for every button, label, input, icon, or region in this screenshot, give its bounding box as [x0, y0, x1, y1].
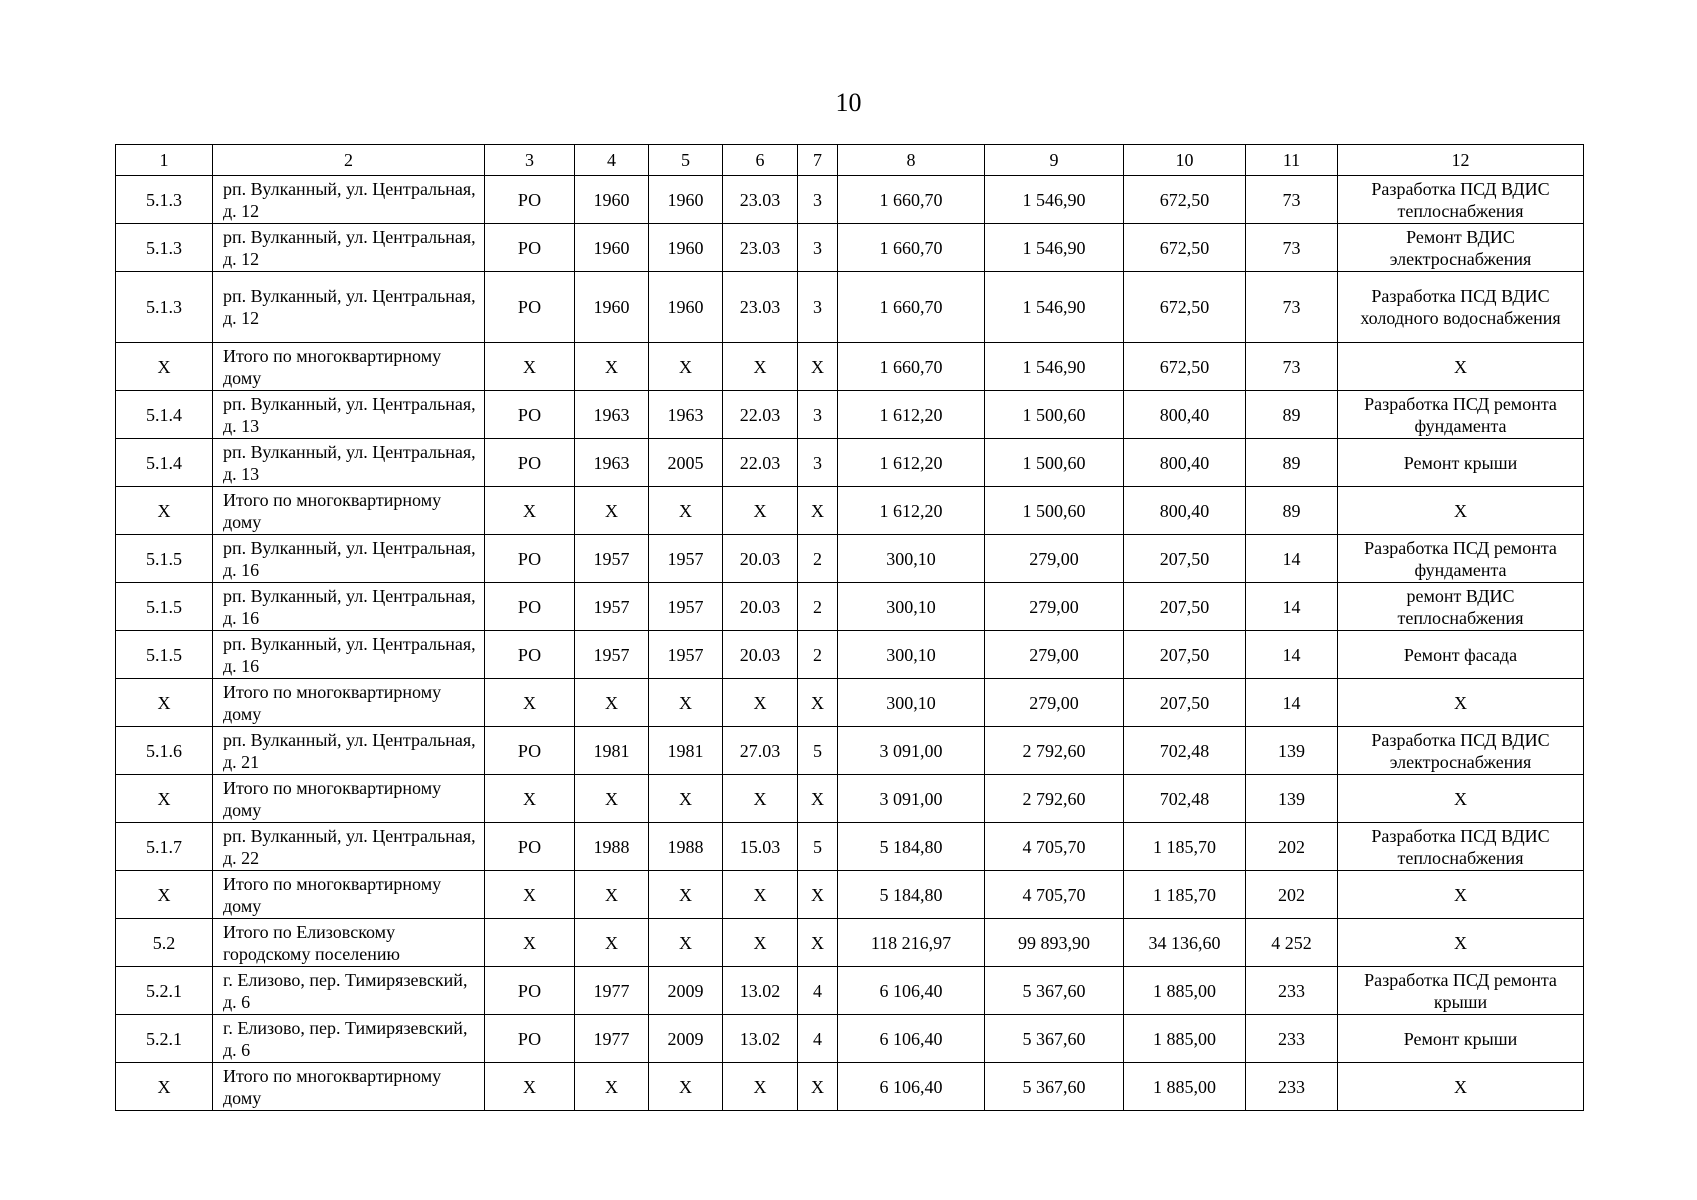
cell-common-area: 1 885,00: [1124, 1015, 1246, 1063]
cell-category: РО: [485, 391, 575, 439]
cell-floors: 4: [798, 1015, 838, 1063]
cell-category: РО: [485, 727, 575, 775]
cell-floors: 2: [798, 631, 838, 679]
cell-common-area: 800,40: [1124, 391, 1246, 439]
cell-residents: 73: [1246, 176, 1338, 224]
cell-year-built: X: [575, 775, 649, 823]
cell-address: Итого по Елизовскому городскому поселению: [213, 919, 485, 967]
cell-residents: 14: [1246, 679, 1338, 727]
cell-row-number: 5.2.1: [116, 967, 213, 1015]
table-row: [116, 176, 1584, 224]
cell-living-area: 279,00: [985, 679, 1124, 727]
table-row: [116, 919, 1584, 967]
cell-code: 20.03: [723, 583, 798, 631]
cell-code: 23.03: [723, 224, 798, 272]
cell-year-renovated: 1957: [649, 583, 723, 631]
cell-address: рп. Вулканный, ул. Центральная, д. 13: [213, 439, 485, 487]
cell-total-area: 1 612,20: [838, 487, 985, 535]
cell-address: рп. Вулканный, ул. Центральная, д. 21: [213, 727, 485, 775]
cell-residents: 202: [1246, 871, 1338, 919]
cell-row-number: 5.2: [116, 919, 213, 967]
cell-floors: X: [798, 1063, 838, 1111]
cell-category: РО: [485, 583, 575, 631]
cell-year-renovated: 2005: [649, 439, 723, 487]
cell-category: X: [485, 1063, 575, 1111]
cell-year-renovated: X: [649, 487, 723, 535]
cell-year-renovated: 1960: [649, 224, 723, 272]
table-row: [116, 967, 1584, 1015]
cell-total-area: 6 106,40: [838, 1063, 985, 1111]
cell-common-area: 1 185,70: [1124, 871, 1246, 919]
cell-work-type: Ремонт фасада: [1338, 631, 1584, 679]
cell-work-type: X: [1338, 871, 1584, 919]
cell-residents: 14: [1246, 583, 1338, 631]
column-number-12: 12: [1338, 145, 1584, 176]
table-row: [116, 391, 1584, 439]
cell-floors: 5: [798, 727, 838, 775]
cell-address: рп. Вулканный, ул. Центральная, д. 16: [213, 583, 485, 631]
column-number-8: 8: [838, 145, 985, 176]
cell-living-area: 2 792,60: [985, 727, 1124, 775]
cell-total-area: 3 091,00: [838, 727, 985, 775]
cell-year-built: 1957: [575, 583, 649, 631]
cell-total-area: 1 660,70: [838, 343, 985, 391]
cell-work-type: ремонт ВДИС теплоснабжения: [1338, 583, 1584, 631]
cell-year-renovated: 1963: [649, 391, 723, 439]
cell-year-renovated: X: [649, 343, 723, 391]
cell-year-renovated: 2009: [649, 967, 723, 1015]
cell-row-number: X: [116, 487, 213, 535]
cell-total-area: 3 091,00: [838, 775, 985, 823]
cell-residents: 4 252: [1246, 919, 1338, 967]
cell-category: РО: [485, 439, 575, 487]
cell-living-area: 1 500,60: [985, 439, 1124, 487]
table-row: [116, 487, 1584, 535]
cell-category: РО: [485, 823, 575, 871]
cell-year-built: X: [575, 919, 649, 967]
cell-code: 27.03: [723, 727, 798, 775]
cell-residents: 139: [1246, 727, 1338, 775]
cell-living-area: 1 546,90: [985, 272, 1124, 343]
cell-year-renovated: X: [649, 775, 723, 823]
cell-code: X: [723, 343, 798, 391]
cell-row-number: 5.1.4: [116, 439, 213, 487]
cell-code: 22.03: [723, 439, 798, 487]
cell-total-area: 6 106,40: [838, 1015, 985, 1063]
table-row: [116, 1015, 1584, 1063]
table-row: [116, 679, 1584, 727]
cell-work-type: Разработка ПСД ВДИС теплоснабжения: [1338, 823, 1584, 871]
cell-common-area: 800,40: [1124, 439, 1246, 487]
cell-residents: 89: [1246, 439, 1338, 487]
cell-work-type: Разработка ПСД ВДИС теплоснабжения: [1338, 176, 1584, 224]
cell-work-type: Разработка ПСД ремонта фундамента: [1338, 391, 1584, 439]
cell-year-built: X: [575, 871, 649, 919]
column-number-row: [116, 145, 1584, 176]
table-row: [116, 583, 1584, 631]
cell-work-type: Ремонт ВДИС электроснабжения: [1338, 224, 1584, 272]
cell-total-area: 6 106,40: [838, 967, 985, 1015]
column-number-7: 7: [798, 145, 838, 176]
cell-common-area: 702,48: [1124, 775, 1246, 823]
cell-total-area: 300,10: [838, 583, 985, 631]
cell-year-built: 1981: [575, 727, 649, 775]
cell-code: 22.03: [723, 391, 798, 439]
cell-row-number: X: [116, 343, 213, 391]
page-number: 10: [835, 88, 862, 117]
cell-total-area: 1 660,70: [838, 224, 985, 272]
cell-category: X: [485, 679, 575, 727]
cell-work-type: X: [1338, 1063, 1584, 1111]
cell-living-area: 1 546,90: [985, 176, 1124, 224]
cell-code: 13.02: [723, 967, 798, 1015]
cell-year-built: 1960: [575, 272, 649, 343]
cell-row-number: 5.2.1: [116, 1015, 213, 1063]
cell-living-area: 279,00: [985, 631, 1124, 679]
column-number-4: 4: [575, 145, 649, 176]
cell-code: 15.03: [723, 823, 798, 871]
cell-floors: 3: [798, 272, 838, 343]
cell-work-type: Ремонт крыши: [1338, 1015, 1584, 1063]
cell-work-type: X: [1338, 679, 1584, 727]
cell-work-type: X: [1338, 343, 1584, 391]
cell-year-renovated: 1957: [649, 631, 723, 679]
cell-address: Итого по многоквартирному дому: [213, 1063, 485, 1111]
cell-living-area: 5 367,60: [985, 1015, 1124, 1063]
cell-address: Итого по многоквартирному дому: [213, 343, 485, 391]
cell-row-number: 5.1.4: [116, 391, 213, 439]
cell-row-number: X: [116, 679, 213, 727]
cell-floors: 2: [798, 535, 838, 583]
cell-year-built: 1963: [575, 391, 649, 439]
cell-address: рп. Вулканный, ул. Центральная, д. 22: [213, 823, 485, 871]
cell-address: Итого по многоквартирному дому: [213, 487, 485, 535]
table-row: [116, 823, 1584, 871]
cell-code: X: [723, 871, 798, 919]
cell-year-renovated: X: [649, 871, 723, 919]
cell-year-built: X: [575, 343, 649, 391]
cell-category: X: [485, 487, 575, 535]
column-number-3: 3: [485, 145, 575, 176]
cell-total-area: 300,10: [838, 535, 985, 583]
cell-work-type: X: [1338, 919, 1584, 967]
cell-year-built: 1988: [575, 823, 649, 871]
cell-year-built: 1960: [575, 224, 649, 272]
cell-total-area: 300,10: [838, 631, 985, 679]
table-row: [116, 1063, 1584, 1111]
cell-address: рп. Вулканный, ул. Центральная, д. 12: [213, 176, 485, 224]
cell-category: РО: [485, 631, 575, 679]
cell-row-number: X: [116, 1063, 213, 1111]
cell-category: РО: [485, 224, 575, 272]
cell-work-type: Разработка ПСД ремонта крыши: [1338, 967, 1584, 1015]
cell-address: рп. Вулканный, ул. Центральная, д. 13: [213, 391, 485, 439]
cell-address: Итого по многоквартирному дому: [213, 679, 485, 727]
cell-living-area: 5 367,60: [985, 1063, 1124, 1111]
table-row: [116, 631, 1584, 679]
cell-residents: 14: [1246, 535, 1338, 583]
cell-category: РО: [485, 272, 575, 343]
cell-category: РО: [485, 967, 575, 1015]
cell-work-type: Ремонт крыши: [1338, 439, 1584, 487]
table-body: [116, 145, 1584, 1111]
column-number-1: 1: [116, 145, 213, 176]
cell-total-area: 1 660,70: [838, 272, 985, 343]
cell-code: 20.03: [723, 631, 798, 679]
cell-living-area: 279,00: [985, 535, 1124, 583]
cell-address: рп. Вулканный, ул. Центральная, д. 16: [213, 631, 485, 679]
cell-address: г. Елизово, пер. Тимирязевский, д. 6: [213, 967, 485, 1015]
cell-floors: 3: [798, 391, 838, 439]
cell-year-renovated: 1957: [649, 535, 723, 583]
cell-common-area: 1 885,00: [1124, 1063, 1246, 1111]
cell-row-number: 5.1.3: [116, 176, 213, 224]
cell-year-built: 1957: [575, 535, 649, 583]
cell-floors: X: [798, 775, 838, 823]
cell-floors: 3: [798, 176, 838, 224]
cell-year-renovated: X: [649, 1063, 723, 1111]
cell-category: РО: [485, 176, 575, 224]
cell-code: 23.03: [723, 176, 798, 224]
cell-row-number: 5.1.6: [116, 727, 213, 775]
cell-floors: 3: [798, 224, 838, 272]
cell-code: 23.03: [723, 272, 798, 343]
cell-row-number: 5.1.5: [116, 631, 213, 679]
table-row: [116, 224, 1584, 272]
cell-code: X: [723, 775, 798, 823]
cell-year-renovated: X: [649, 679, 723, 727]
repair-program-table: [115, 144, 1584, 1111]
cell-residents: 89: [1246, 487, 1338, 535]
cell-living-area: 4 705,70: [985, 871, 1124, 919]
cell-work-type: Разработка ПСД ремонта фундамента: [1338, 535, 1584, 583]
cell-common-area: 672,50: [1124, 272, 1246, 343]
column-number-5: 5: [649, 145, 723, 176]
cell-common-area: 207,50: [1124, 631, 1246, 679]
column-number-11: 11: [1246, 145, 1338, 176]
cell-common-area: 800,40: [1124, 487, 1246, 535]
cell-category: РО: [485, 535, 575, 583]
cell-total-area: 1 660,70: [838, 176, 985, 224]
cell-year-built: X: [575, 1063, 649, 1111]
cell-code: X: [723, 919, 798, 967]
cell-residents: 73: [1246, 224, 1338, 272]
cell-address: рп. Вулканный, ул. Центральная, д. 12: [213, 224, 485, 272]
cell-common-area: 207,50: [1124, 583, 1246, 631]
cell-floors: X: [798, 487, 838, 535]
cell-category: X: [485, 343, 575, 391]
cell-row-number: 5.1.5: [116, 583, 213, 631]
cell-residents: 73: [1246, 272, 1338, 343]
cell-living-area: 4 705,70: [985, 823, 1124, 871]
cell-common-area: 1 885,00: [1124, 967, 1246, 1015]
cell-living-area: 1 546,90: [985, 224, 1124, 272]
cell-common-area: 207,50: [1124, 679, 1246, 727]
column-number-9: 9: [985, 145, 1124, 176]
cell-year-renovated: 1988: [649, 823, 723, 871]
cell-address: Итого по многоквартирному дому: [213, 775, 485, 823]
cell-common-area: 702,48: [1124, 727, 1246, 775]
cell-total-area: 5 184,80: [838, 871, 985, 919]
cell-residents: 233: [1246, 1063, 1338, 1111]
cell-living-area: 5 367,60: [985, 967, 1124, 1015]
cell-total-area: 1 612,20: [838, 391, 985, 439]
cell-common-area: 672,50: [1124, 343, 1246, 391]
cell-year-built: 1963: [575, 439, 649, 487]
table-row: [116, 272, 1584, 343]
cell-residents: 139: [1246, 775, 1338, 823]
cell-year-built: 1957: [575, 631, 649, 679]
cell-row-number: X: [116, 775, 213, 823]
cell-code: X: [723, 1063, 798, 1111]
cell-floors: 3: [798, 439, 838, 487]
cell-residents: 14: [1246, 631, 1338, 679]
column-number-2: 2: [213, 145, 485, 176]
table-row: [116, 343, 1584, 391]
cell-code: 13.02: [723, 1015, 798, 1063]
cell-common-area: 672,50: [1124, 176, 1246, 224]
cell-year-built: X: [575, 679, 649, 727]
cell-category: X: [485, 919, 575, 967]
cell-year-renovated: 2009: [649, 1015, 723, 1063]
cell-floors: X: [798, 871, 838, 919]
cell-common-area: 672,50: [1124, 224, 1246, 272]
table-row: [116, 775, 1584, 823]
cell-year-built: 1977: [575, 1015, 649, 1063]
cell-residents: 89: [1246, 391, 1338, 439]
cell-category: X: [485, 775, 575, 823]
cell-row-number: 5.1.3: [116, 272, 213, 343]
cell-living-area: 279,00: [985, 583, 1124, 631]
cell-residents: 233: [1246, 1015, 1338, 1063]
cell-work-type: Разработка ПСД ВДИС электроснабжения: [1338, 727, 1584, 775]
cell-year-built: 1960: [575, 176, 649, 224]
cell-living-area: 1 500,60: [985, 391, 1124, 439]
cell-address: рп. Вулканный, ул. Центральная, д. 16: [213, 535, 485, 583]
cell-category: X: [485, 871, 575, 919]
cell-floors: 5: [798, 823, 838, 871]
cell-total-area: 300,10: [838, 679, 985, 727]
cell-address: рп. Вулканный, ул. Центральная, д. 12: [213, 272, 485, 343]
cell-code: X: [723, 487, 798, 535]
column-number-10: 10: [1124, 145, 1246, 176]
cell-living-area: 1 500,60: [985, 487, 1124, 535]
cell-year-renovated: 1960: [649, 176, 723, 224]
cell-row-number: X: [116, 871, 213, 919]
cell-year-renovated: X: [649, 919, 723, 967]
cell-common-area: 207,50: [1124, 535, 1246, 583]
cell-total-area: 1 612,20: [838, 439, 985, 487]
cell-common-area: 34 136,60: [1124, 919, 1246, 967]
cell-address: г. Елизово, пер. Тимирязевский, д. 6: [213, 1015, 485, 1063]
cell-year-renovated: 1981: [649, 727, 723, 775]
cell-floors: 2: [798, 583, 838, 631]
cell-year-built: 1977: [575, 967, 649, 1015]
column-number-6: 6: [723, 145, 798, 176]
cell-total-area: 5 184,80: [838, 823, 985, 871]
table-row: [116, 871, 1584, 919]
cell-work-type: Разработка ПСД ВДИС холодного водоснабжения: [1338, 272, 1584, 343]
cell-row-number: 5.1.3: [116, 224, 213, 272]
cell-living-area: 1 546,90: [985, 343, 1124, 391]
cell-code: 20.03: [723, 535, 798, 583]
cell-living-area: 2 792,60: [985, 775, 1124, 823]
cell-floors: X: [798, 679, 838, 727]
table-row: [116, 727, 1584, 775]
cell-work-type: X: [1338, 775, 1584, 823]
cell-floors: X: [798, 343, 838, 391]
cell-living-area: 99 893,90: [985, 919, 1124, 967]
cell-residents: 233: [1246, 967, 1338, 1015]
cell-year-renovated: 1960: [649, 272, 723, 343]
cell-floors: 4: [798, 967, 838, 1015]
cell-row-number: 5.1.7: [116, 823, 213, 871]
table-row: [116, 439, 1584, 487]
cell-work-type: X: [1338, 487, 1584, 535]
cell-year-built: X: [575, 487, 649, 535]
cell-residents: 73: [1246, 343, 1338, 391]
cell-total-area: 118 216,97: [838, 919, 985, 967]
cell-common-area: 1 185,70: [1124, 823, 1246, 871]
cell-row-number: 5.1.5: [116, 535, 213, 583]
cell-code: X: [723, 679, 798, 727]
cell-residents: 202: [1246, 823, 1338, 871]
cell-address: Итого по многоквартирному дому: [213, 871, 485, 919]
cell-category: РО: [485, 1015, 575, 1063]
cell-floors: X: [798, 919, 838, 967]
table-row: [116, 535, 1584, 583]
